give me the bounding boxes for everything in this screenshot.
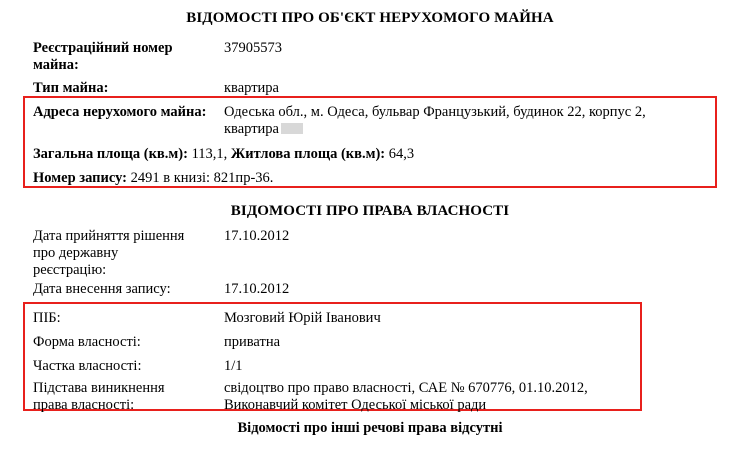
total-area-value: 113,1: [191, 146, 224, 162]
ownership-form-label: Форма власності:: [33, 334, 141, 350]
record-number-value: 2491 в книзі: 821пр-36.: [130, 170, 274, 186]
other-rights-note: Відомості про інші речові права відсутні: [237, 420, 503, 436]
owner-label: ПІБ:: [33, 310, 61, 326]
address-label: Адреса нерухомого майна:: [33, 104, 207, 120]
ownership-form-value: приватна: [224, 334, 281, 350]
entry-date-label: Дата внесення запису:: [33, 281, 171, 297]
entry-date-value: 17.10.2012: [224, 281, 290, 297]
ownership-basis-label: Підстава виникнення права власності:: [33, 380, 165, 413]
section-title-ownership: ВІДОМОСТІ ПРО ПРАВА ВЛАСНОСТІ: [230, 203, 510, 219]
redaction-block: [281, 123, 303, 134]
property-type-label: Тип майна:: [33, 80, 109, 96]
decision-date-value: 17.10.2012: [224, 228, 290, 244]
ownership-share-label: Частка власності:: [33, 358, 142, 374]
decision-date-label: Дата прийняття рішення про державну реєстрацію:: [33, 228, 185, 278]
area-line: Загальна площа (кв.м): 113,1, Житлова площа (кв.м): 64,3: [33, 146, 415, 162]
property-type-value: квартира: [224, 80, 279, 96]
owner-value: Мозговий Юрій Іванович: [224, 310, 381, 326]
living-area-label: Житлова площа (кв.м):: [230, 146, 386, 162]
ownership-basis-value: свідоцтво про право власності, САЕ № 670776, 01.10.2012, Виконавчий комітет Одеської міської ради: [224, 380, 588, 413]
reg-number-label: Реєстраційний номер майна:: [33, 40, 173, 73]
section-title-property: ВІДОМОСТІ ПРО ОБ'ЄКТ НЕРУХОМОГО МАЙНА: [186, 10, 554, 26]
living-area-value: 64,3: [388, 146, 415, 162]
reg-number-value: 37905573: [224, 40, 282, 56]
address-value: Одеська обл., м. Одеса, бульвар Французький, будинок 22, корпус 2, квартира: [224, 104, 646, 137]
record-number-line: Номер запису: 2491 в книзі: 821пр-36.: [33, 170, 274, 186]
ownership-share-value: 1/1: [224, 358, 243, 374]
